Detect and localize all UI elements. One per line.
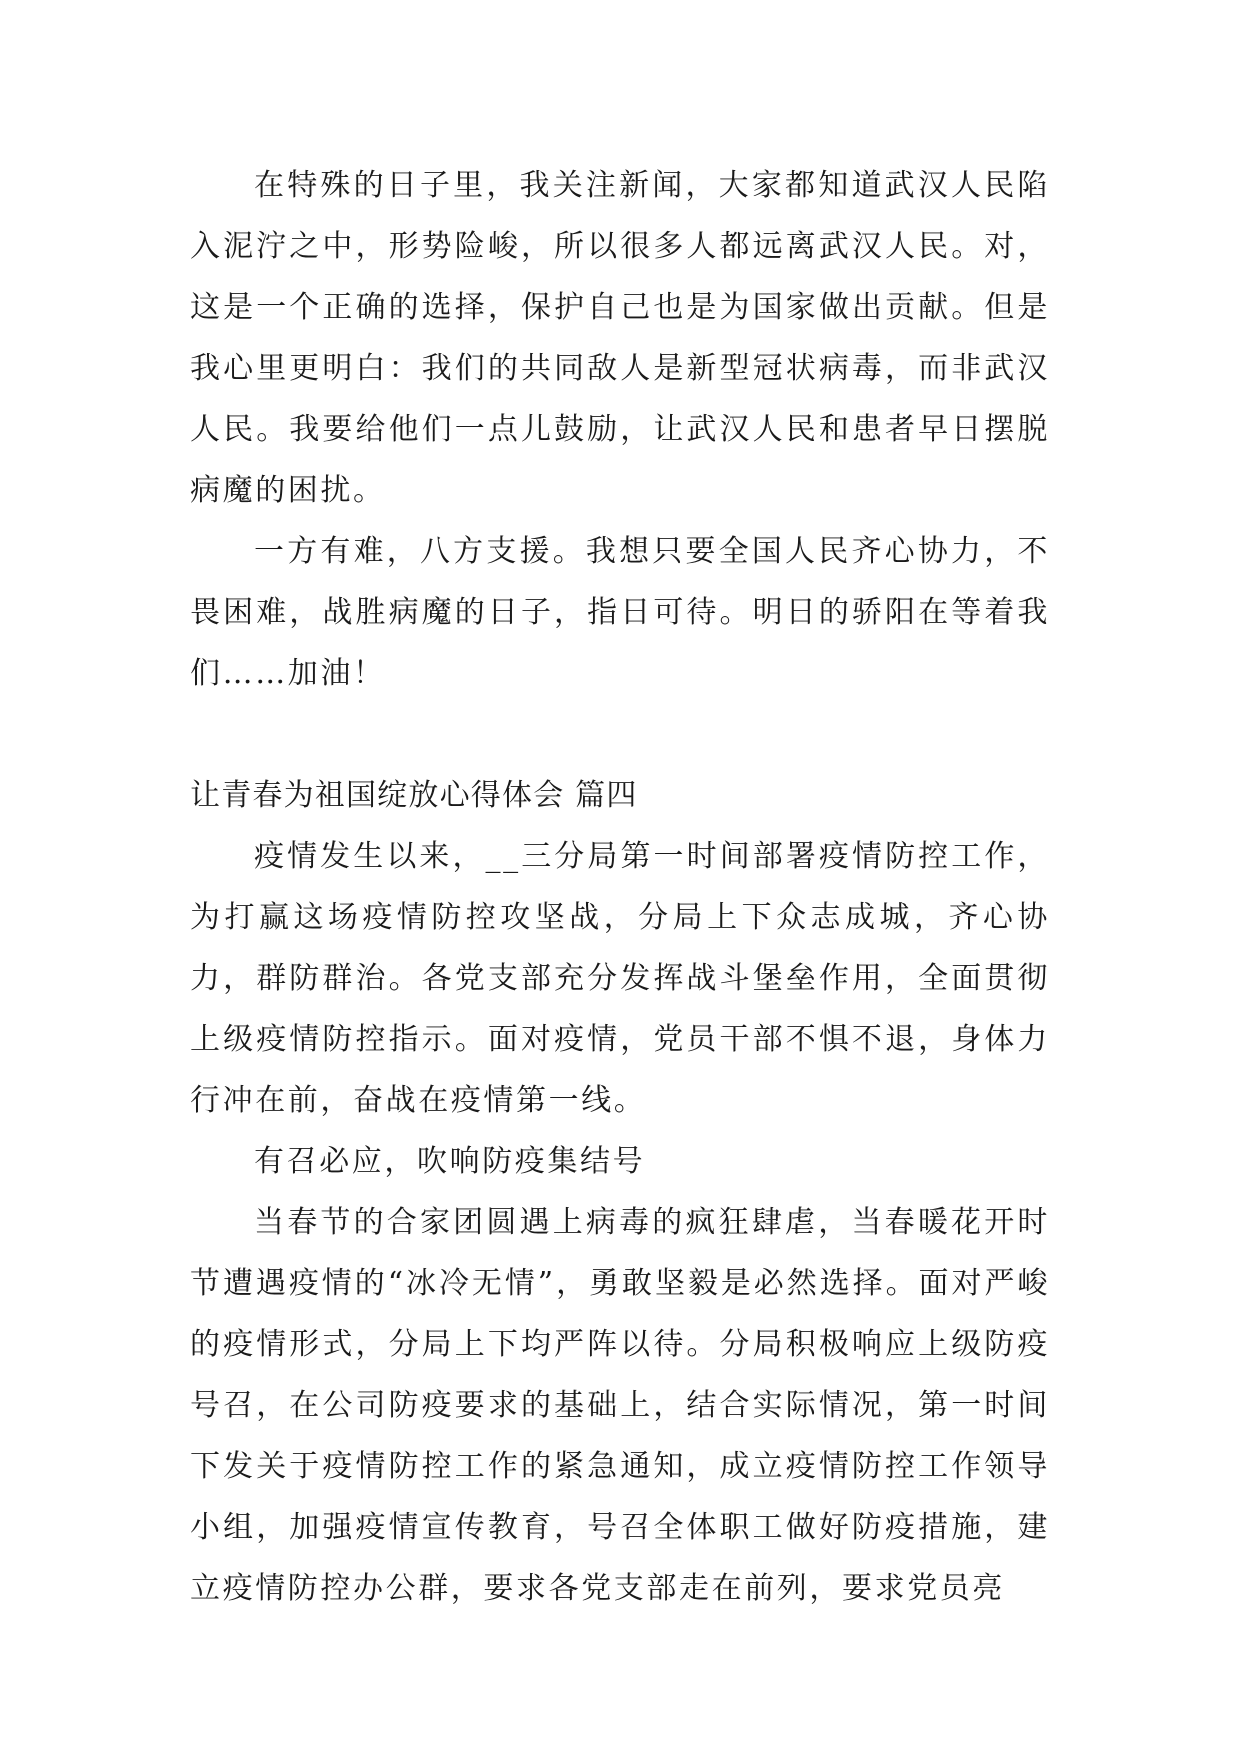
subheading-call-to-action: 有召必应，吹响防疫集结号 [254, 1144, 646, 1179]
blank-line [190, 704, 1050, 765]
paragraph-news-wuhan: 在特殊的日子里，我关注新闻，大家都知道武汉人民陷入泥泞之中，形势险峻，所以很多人都远离武汉人民。对，这是一个正确的选择，保护自己也是为国家做出贡献。但是我心里更明白：我们的共同敌人是新型冠状病毒，而非武汉人民。我要给他们一点儿鼓励，让武汉人民和患者早日摆脱病魔的困扰。 [190, 168, 1050, 508]
paragraph-spring-festival: 当春节的合家团圆遇上病毒的疯狂肆虐，当春暖花开时节遭遇疫情的“冰冷无情”，勇敢坚毅是必然选择。面对严峻的疫情形式，分局上下均严阵以待。分局积极响应上级防疫号召，在公司防疫要求的基础上，结合实际情况，第一时间下发关于疫情防控工作的紧急通知，成立疫情防控工作领导小组，加强疫情宣传教育，号召全体职工做好防疫措施，建立疫情防控办公群，要求各党支部走在前列，要求党员亮 [190, 1205, 1050, 1606]
document-page [190, 155, 1050, 1619]
section-heading: 让青春为祖国绽放心得体会 篇四 [190, 778, 638, 813]
paragraph-support: 一方有难，八方支援。我想只要全国人民齐心协力，不畏困难，战胜病魔的日子，指日可待。明日的骄阳在等着我们……加油！ [190, 534, 1050, 691]
paragraph-epidemic-response: 疫情发生以来，__三分局第一时间部署疫情防控工作，为打赢这场疫情防控攻坚战，分局上下众志成城，齐心协力，群防群治。各党支部充分发挥战斗堡垒作用，全面贯彻上级疫情防控指示。面对疫情，党员干部不惧不退，身体力行冲在前，奋战在疫情第一线。 [190, 839, 1050, 1118]
